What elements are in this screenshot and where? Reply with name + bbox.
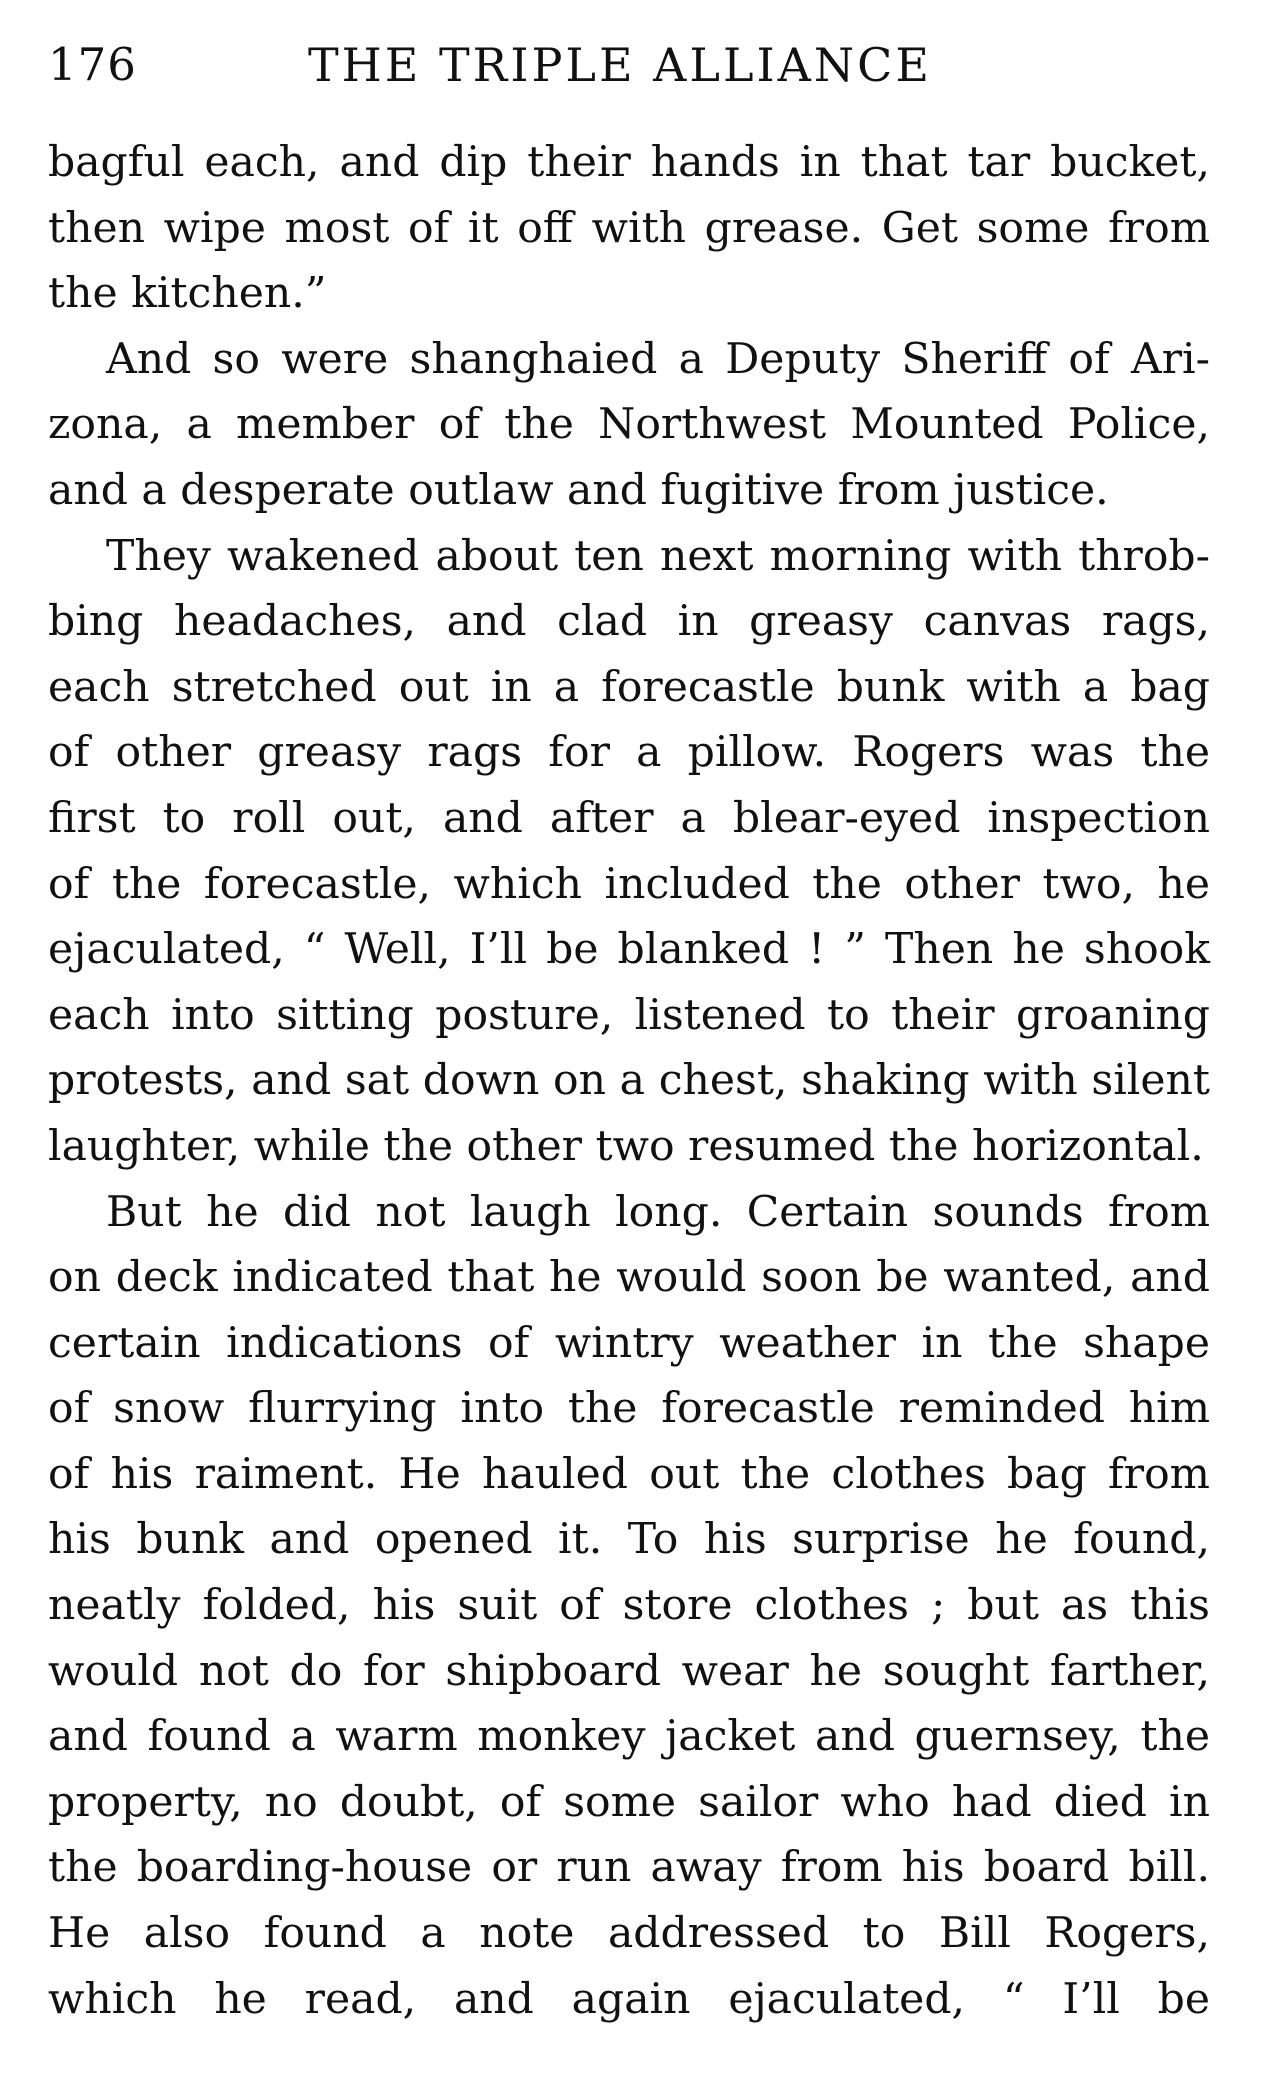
text-line: which he read, and again ejaculated, “ I’ll be: [48, 1974, 1210, 2024]
body-text: [48, 130, 1210, 2032]
text-line: bing headaches, and clad in greasy canvas rags,: [48, 597, 1210, 647]
text-line: and a desperate outlaw and fugitive from justice.: [48, 465, 1109, 515]
text-line: of his raiment. He hauled out the clothes bag from: [48, 1449, 1210, 1499]
page-header: [48, 38, 1208, 98]
text-line: They wakened about ten next morning with throb-: [106, 531, 1210, 581]
text-line: first to roll out, and after a blear-eyed inspection: [48, 793, 1210, 843]
text-line: the boarding-house or run away from his board bill.: [48, 1843, 1210, 1893]
text-line: certain indications of wintry weather in the shape: [48, 1318, 1210, 1368]
text-line: and found a warm monkey jacket and guernsey, the: [48, 1712, 1210, 1762]
text-line: neatly folded, his suit of store clothes ; but as this: [48, 1581, 1210, 1631]
text-line: each into sitting posture, listened to their groaning: [48, 990, 1210, 1040]
text-line: laughter, while the other two resumed the horizontal.: [48, 1121, 1204, 1171]
text-line: And so were shanghaied a Deputy Sheriff of Ari-: [106, 334, 1210, 384]
text-line: But he did not laugh long. Certain sounds from: [106, 1187, 1210, 1237]
text-line: bagful each, and dip their hands in that tar bucket,: [48, 138, 1210, 187]
text-line: protests, and sat down on a chest, shaking with silent: [48, 1056, 1210, 1106]
paragraph: [48, 327, 1210, 524]
text-line: zona, a member of the Northwest Mounted Police,: [48, 400, 1210, 450]
running-head: THE TRIPLE ALLIANCE: [308, 38, 932, 92]
paragraph: [48, 524, 1210, 1180]
text-line: He also found a note addressed to Bill Rogers,: [48, 1909, 1210, 1959]
text-line: his bunk and opened it. To his surprise he found,: [48, 1515, 1210, 1565]
text-line: the kitchen.”: [48, 269, 327, 319]
text-line: of other greasy rags for a pillow. Rogers was the: [48, 728, 1210, 778]
page-number: 176: [48, 38, 137, 91]
text-line: of the forecastle, which included the other two, he: [48, 859, 1210, 909]
text-line: each stretched out in a forecastle bunk with a bag: [48, 662, 1210, 712]
paragraph: [48, 1180, 1210, 2033]
text-line: ejaculated, “ Well, I’ll be blanked ! ” Then he shook: [48, 925, 1210, 975]
text-line: then wipe most of it off with grease. Get some from: [48, 203, 1210, 253]
text-line: of snow flurrying into the forecastle reminded him: [48, 1384, 1210, 1434]
text-line: on deck indicated that he would soon be wanted, and: [48, 1253, 1210, 1303]
paragraph: [48, 130, 1210, 327]
text-line: would not do for shipboard wear he sought farther,: [48, 1646, 1210, 1696]
text-line: property, no doubt, of some sailor who had died in: [48, 1777, 1210, 1827]
